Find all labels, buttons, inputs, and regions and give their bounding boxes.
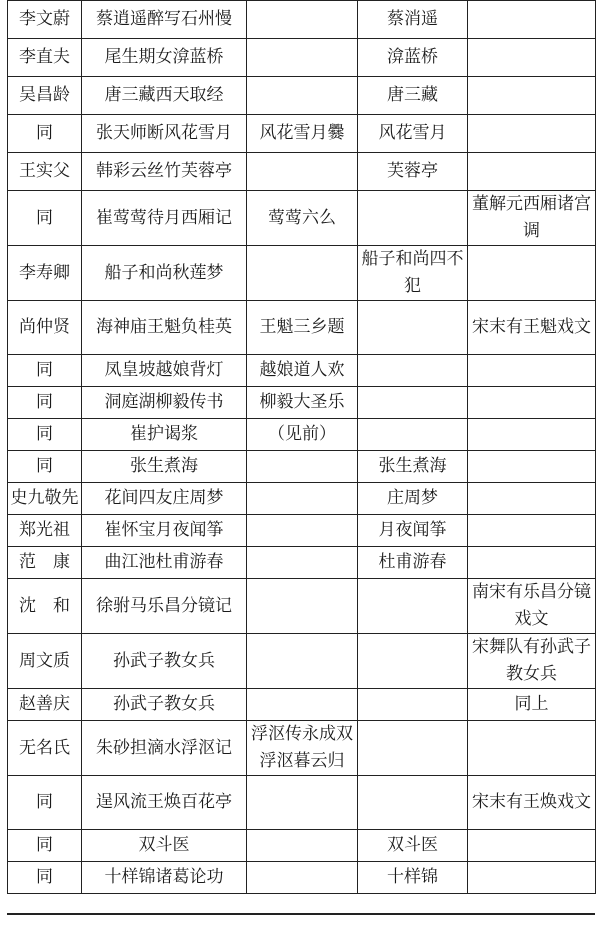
yuanben-cell: [358, 689, 468, 721]
yuanben-cell: [358, 419, 468, 451]
zaju-cell: [247, 830, 358, 862]
title-cell: 曲江池杜甫游春: [82, 547, 247, 579]
zaju-cell: 王魁三乡题: [247, 301, 358, 355]
table-row: [8, 689, 596, 721]
table-row: [8, 77, 596, 115]
author-cell: 同: [8, 862, 82, 894]
title-cell: 唐三藏西天取经: [82, 77, 247, 115]
table-row: [8, 721, 596, 776]
table-row: [8, 1, 596, 39]
yuanben-cell: 渰蓝桥: [358, 39, 468, 77]
zaju-cell: 柳毅大圣乐: [247, 387, 358, 419]
zaju-cell: [247, 153, 358, 191]
zaju-cell: 浮沤传永成双浮沤暮云归: [247, 721, 358, 776]
yuanben-cell: [358, 191, 468, 246]
zaju-cell: [247, 77, 358, 115]
author-cell: 同: [8, 776, 82, 830]
table-row: [8, 355, 596, 387]
table-row: [8, 115, 596, 153]
title-cell: 张生煮海: [82, 451, 247, 483]
table-row: [8, 451, 596, 483]
author-cell: 沈 和: [8, 579, 82, 634]
note-cell: [468, 483, 596, 515]
table-row: [8, 547, 596, 579]
yuanben-cell: 双斗医: [358, 830, 468, 862]
title-cell: 洞庭湖柳毅传书: [82, 387, 247, 419]
author-cell: 史九敬先: [8, 483, 82, 515]
author-cell: 同: [8, 830, 82, 862]
table-row: [8, 191, 596, 246]
zaju-cell: [247, 1, 358, 39]
note-cell: [468, 547, 596, 579]
author-cell: 李直夫: [8, 39, 82, 77]
author-cell: 尚仲贤: [8, 301, 82, 355]
author-cell: 郑光祖: [8, 515, 82, 547]
note-cell: 同上: [468, 689, 596, 721]
zaju-cell: 风花雪月爨: [247, 115, 358, 153]
bottom-rule: [7, 913, 595, 915]
title-cell: 朱砂担滴水浮沤记: [82, 721, 247, 776]
zaju-cell: （见前）: [247, 419, 358, 451]
note-cell: 南宋有乐昌分镜戏文: [468, 579, 596, 634]
title-cell: 孙武子教女兵: [82, 689, 247, 721]
author-cell: 同: [8, 191, 82, 246]
yuanben-cell: 杜甫游春: [358, 547, 468, 579]
yuanben-cell: 唐三藏: [358, 77, 468, 115]
note-cell: 宋末有王焕戏文: [468, 776, 596, 830]
title-cell: 花间四友庄周梦: [82, 483, 247, 515]
table-row: [8, 301, 596, 355]
note-cell: [468, 830, 596, 862]
author-cell: 同: [8, 355, 82, 387]
note-cell: [468, 419, 596, 451]
note-cell: [468, 77, 596, 115]
author-cell: 周文质: [8, 634, 82, 689]
table-row: [8, 483, 596, 515]
note-cell: [468, 115, 596, 153]
author-cell: 李寿卿: [8, 246, 82, 301]
zaju-cell: 莺莺六么: [247, 191, 358, 246]
note-cell: 董解元西厢诸宫调: [468, 191, 596, 246]
title-cell: 崔莺莺待月西厢记: [82, 191, 247, 246]
title-cell: 崔护谒浆: [82, 419, 247, 451]
title-cell: 韩彩云丝竹芙蓉亭: [82, 153, 247, 191]
table-row: [8, 862, 596, 894]
yuanben-cell: 十样锦: [358, 862, 468, 894]
yuanben-cell: [358, 355, 468, 387]
yuanben-cell: 蔡消遥: [358, 1, 468, 39]
yuanben-cell: [358, 634, 468, 689]
note-cell: 宋末有王魁戏文: [468, 301, 596, 355]
author-cell: 同: [8, 115, 82, 153]
zaju-cell: [247, 579, 358, 634]
yuanben-cell: 庄周梦: [358, 483, 468, 515]
table-row: [8, 419, 596, 451]
author-cell: 范 康: [8, 547, 82, 579]
yuanben-cell: [358, 301, 468, 355]
author-cell: 同: [8, 451, 82, 483]
yuanben-cell: 月夜闻筝: [358, 515, 468, 547]
table-row: [8, 830, 596, 862]
note-cell: [468, 387, 596, 419]
title-cell: 凤皇坡越娘背灯: [82, 355, 247, 387]
zaju-cell: 越娘道人欢: [247, 355, 358, 387]
table-row: [8, 246, 596, 301]
author-cell: 同: [8, 387, 82, 419]
zaju-cell: [247, 634, 358, 689]
zaju-cell: [247, 246, 358, 301]
zaju-cell: [247, 451, 358, 483]
zaju-cell: [247, 862, 358, 894]
title-cell: 张天师断风花雪月: [82, 115, 247, 153]
note-cell: [468, 39, 596, 77]
zaju-cell: [247, 515, 358, 547]
zaju-cell: [247, 39, 358, 77]
note-cell: [468, 153, 596, 191]
note-cell: [468, 721, 596, 776]
zaju-cell: [247, 483, 358, 515]
author-cell: 吴昌龄: [8, 77, 82, 115]
yuanben-cell: 风花雪月: [358, 115, 468, 153]
title-cell: 崔怀宝月夜闻筝: [82, 515, 247, 547]
author-cell: 李文蔚: [8, 1, 82, 39]
table-row: [8, 39, 596, 77]
title-cell: 徐驸马乐昌分镜记: [82, 579, 247, 634]
zaju-cell: [247, 547, 358, 579]
yuanben-cell: [358, 387, 468, 419]
title-cell: 十样锦诸葛论功: [82, 862, 247, 894]
yuanben-cell: [358, 721, 468, 776]
table-row: [8, 515, 596, 547]
table-row: [8, 634, 596, 689]
title-cell: 双斗医: [82, 830, 247, 862]
yuanben-cell: [358, 579, 468, 634]
title-cell: 蔡逍遥醉写石州慢: [82, 1, 247, 39]
title-cell: 海神庙王魁负桂英: [82, 301, 247, 355]
title-cell: 船子和尚秋莲梦: [82, 246, 247, 301]
note-cell: [468, 515, 596, 547]
table-row: [8, 153, 596, 191]
author-cell: 无名氏: [8, 721, 82, 776]
zaju-cell: [247, 776, 358, 830]
title-cell: 孙武子教女兵: [82, 634, 247, 689]
yuanben-cell: 船子和尚四不犯: [358, 246, 468, 301]
note-cell: [468, 246, 596, 301]
table-body: [8, 1, 596, 894]
author-cell: 同: [8, 419, 82, 451]
table-row: [8, 579, 596, 634]
table-row: [8, 776, 596, 830]
note-cell: [468, 1, 596, 39]
author-cell: 王实父: [8, 153, 82, 191]
note-cell: [468, 862, 596, 894]
yuanben-cell: 张生煮海: [358, 451, 468, 483]
title-cell: 逞风流王焕百花亭: [82, 776, 247, 830]
author-cell: 赵善庆: [8, 689, 82, 721]
note-cell: 宋舞队有孙武子教女兵: [468, 634, 596, 689]
drama-table: [7, 0, 596, 894]
yuanben-cell: 芙蓉亭: [358, 153, 468, 191]
yuanben-cell: [358, 776, 468, 830]
note-cell: [468, 451, 596, 483]
zaju-cell: [247, 689, 358, 721]
table-row: [8, 387, 596, 419]
note-cell: [468, 355, 596, 387]
title-cell: 尾生期女渰蓝桥: [82, 39, 247, 77]
